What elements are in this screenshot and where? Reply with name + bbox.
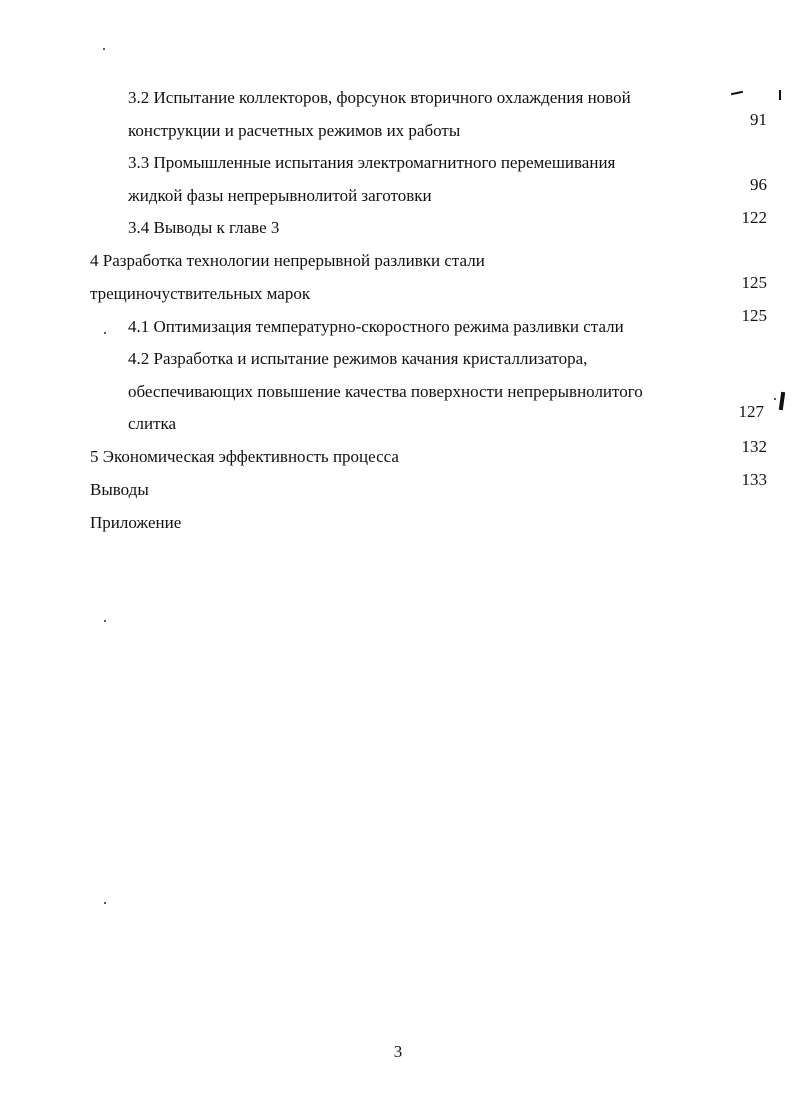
toc-page-4-2: 127 [738,402,764,421]
scan-speck [104,902,106,904]
toc-entry-4-2-line-1: 4.2 Разработка и испытание режимов качания кристаллизатора, [128,349,588,368]
scan-speck [103,48,105,50]
toc-entry-conclusions: Выводы [90,480,149,499]
toc-page-4-1: 125 [741,306,767,325]
toc-page-3-4: 122 [741,208,767,227]
scan-speck [104,620,106,622]
toc-entry-3-2-line-2: конструкции и расчетных режимов их работы [128,121,461,140]
toc-entry-4-1: 4.1 Оптимизация температурно-скоростного режима разливки стали [128,317,624,336]
scan-speck [774,398,776,400]
toc-page-4: 125 [741,273,767,292]
scan-speck [104,332,106,334]
toc-entry-3-3-line-2: жидкой фазы непрерывнолитой заготовки [128,186,432,205]
toc-entry-3-3-line-1: 3.3 Промышленные испытания электромагнитного перемешивания [128,153,616,172]
toc-entry-3-2-line-1: 3.2 Испытание коллекторов, форсунок вторичного охлаждения новой [128,88,631,107]
toc-entry-4-line-1: 4 Разработка технологии непрерывной разливки стали [90,251,485,270]
toc-page-3-2: 91 [750,110,767,129]
toc-entry-4-2-line-2: обеспечивающих повышение качества поверхности непрерывнолитого [128,382,643,401]
toc-page-3-3: 96 [750,175,767,194]
scan-mark [731,91,743,95]
toc-page-conclusions: 133 [741,470,767,489]
toc-entry-appendix: Приложение [90,513,182,532]
toc-entry-5: 5 Экономическая эффективность процесса [90,447,399,466]
toc-entry-4-line-2: трещиночуствительных марок [90,284,311,303]
toc-page-5: 132 [741,437,767,456]
scan-mark [779,90,781,100]
toc-entry-4-2-line-3: слитка [128,414,177,433]
scan-mark [779,392,785,410]
toc-entry-3-4: 3.4 Выводы к главе 3 [128,218,280,237]
page-number: 3 [393,1042,403,1061]
